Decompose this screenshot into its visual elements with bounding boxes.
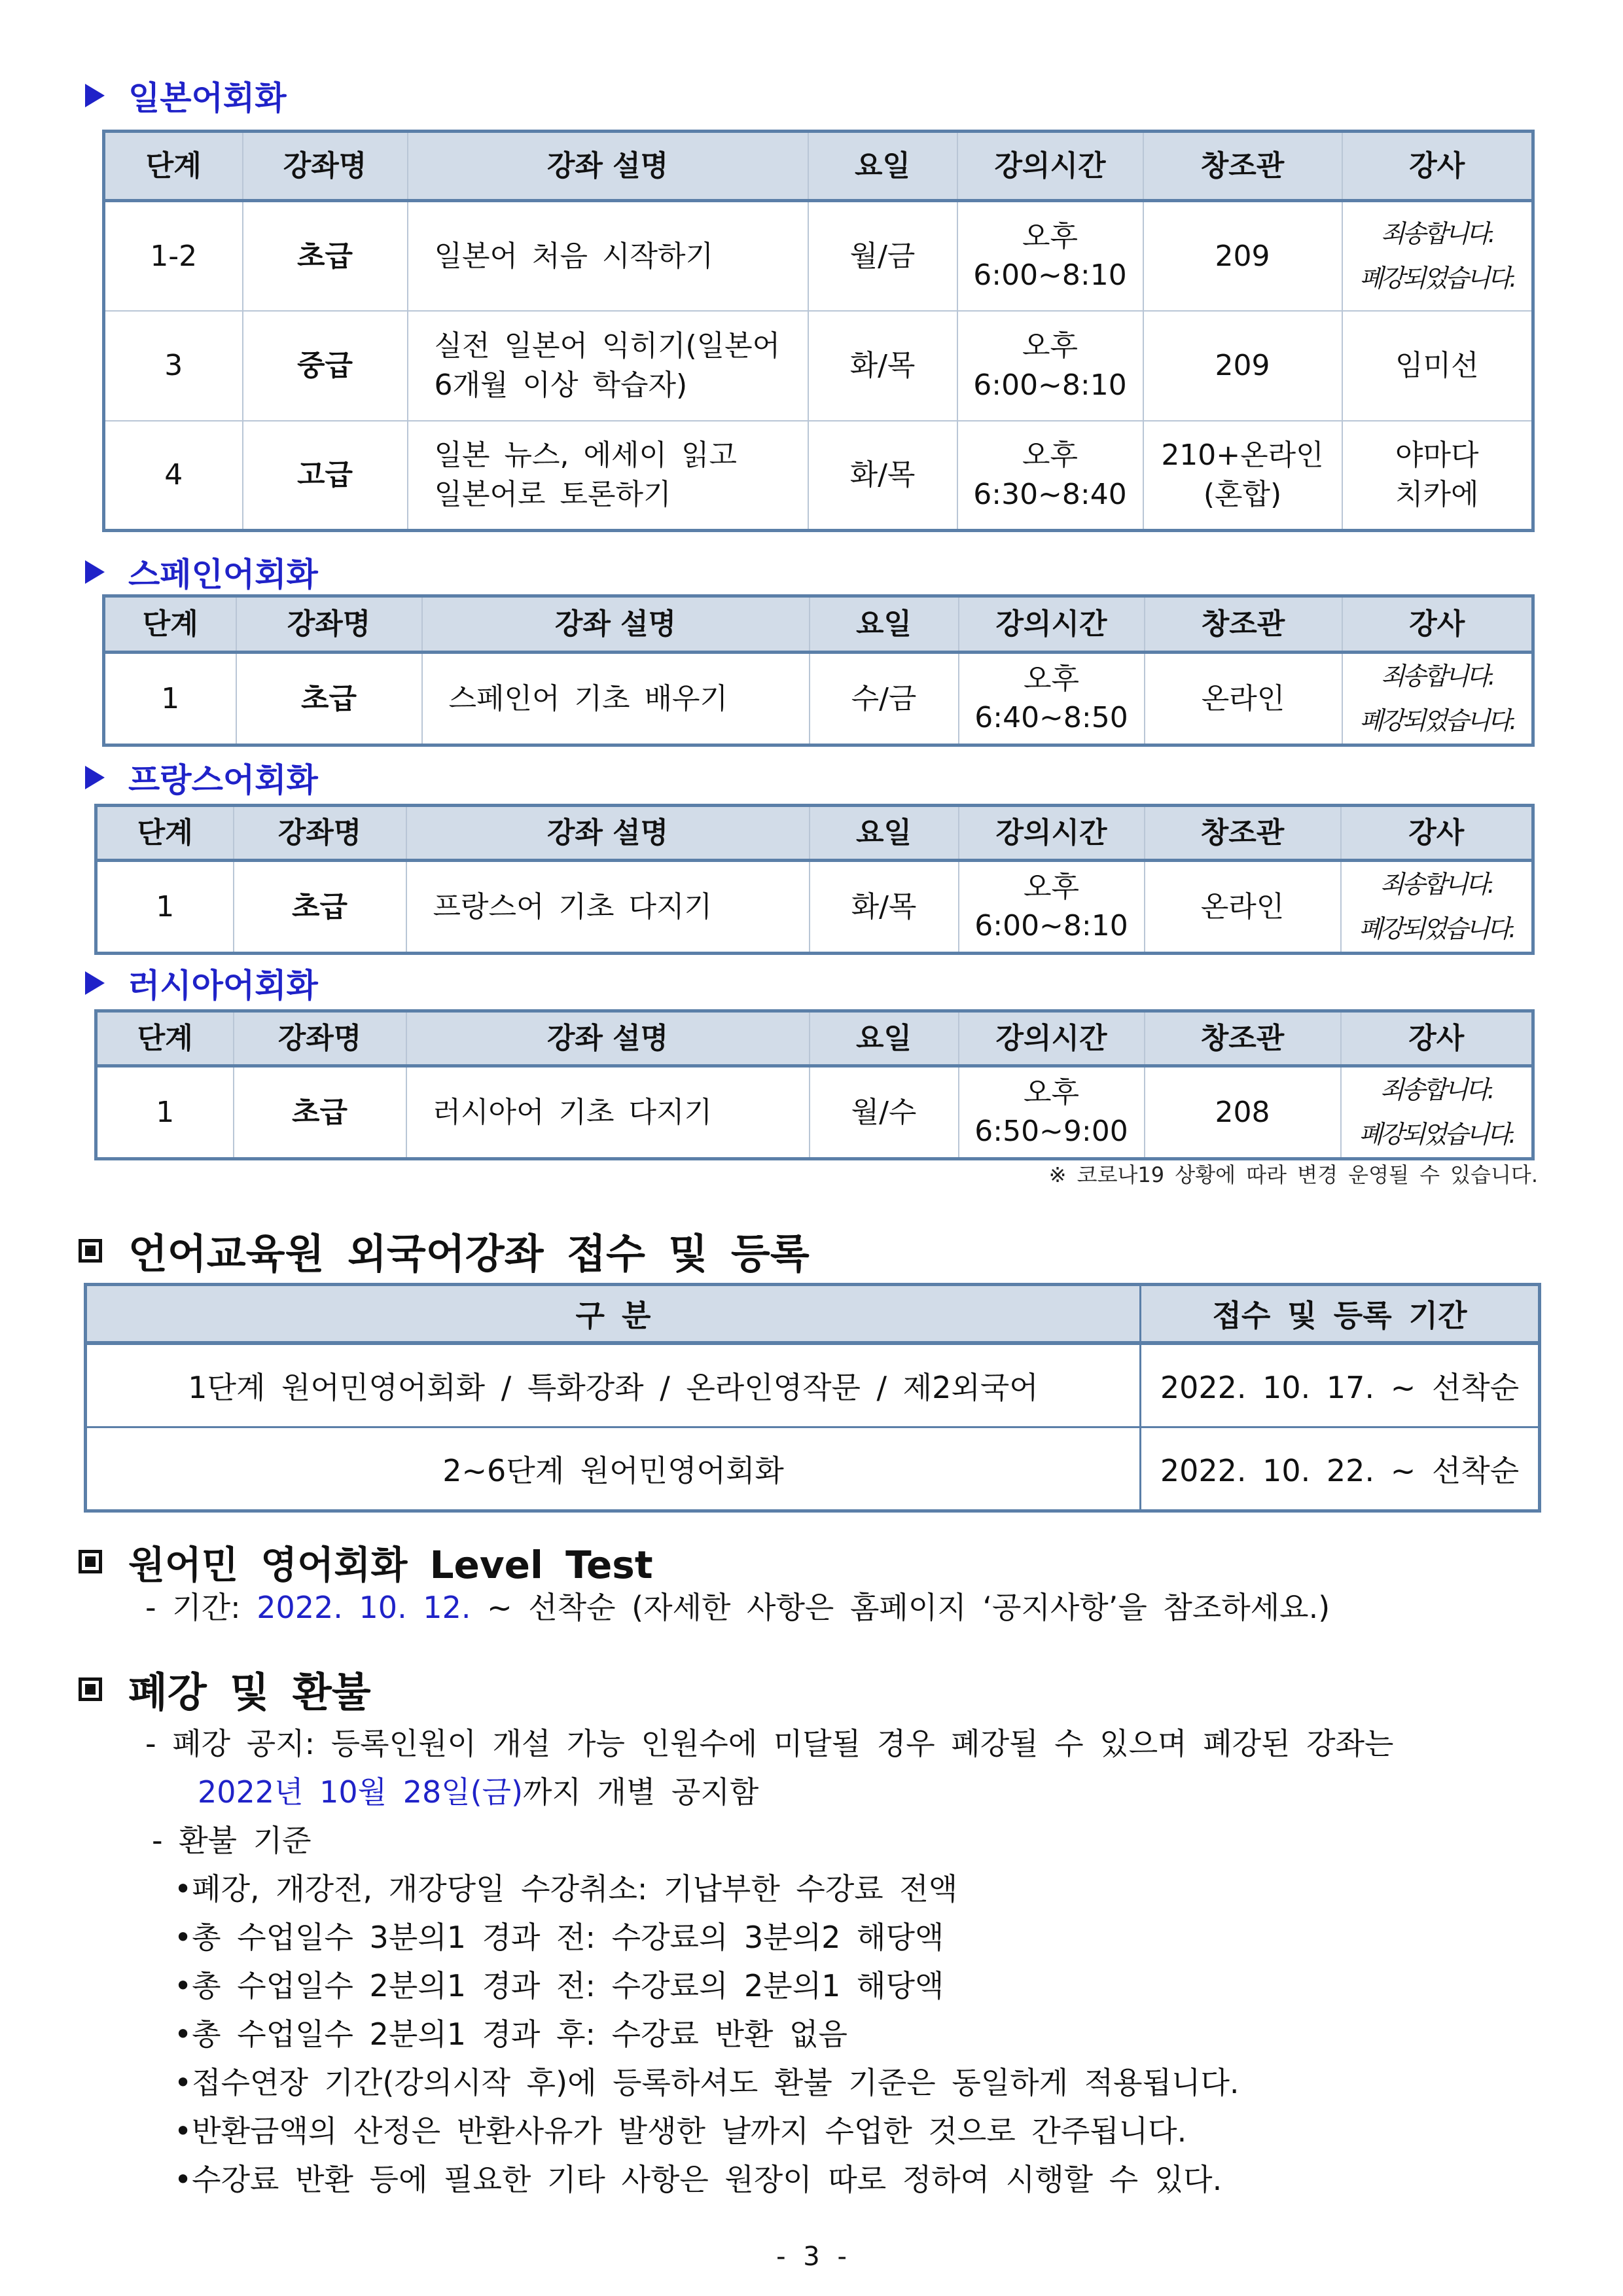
header-time: 강의시간 xyxy=(959,596,1145,653)
cell-line: 온라인 xyxy=(1200,889,1285,924)
header-course-name: 강좌명 xyxy=(236,596,422,653)
header-description: 강좌 설명 xyxy=(422,596,810,653)
day-cell: 화/목 xyxy=(810,861,959,954)
cell-line: 일본 뉴스, 에세이 읽고 xyxy=(434,439,737,473)
cell-line: 오후 xyxy=(1023,1076,1079,1109)
header-teacher: 강사 xyxy=(1341,806,1533,861)
cell-line: 208 xyxy=(1215,1095,1270,1129)
page-number: - 3 - xyxy=(776,2242,847,2272)
level-test-title: 원어민 영어회화 Level Test xyxy=(128,1543,653,1587)
cell-line: 오후 xyxy=(1023,870,1079,904)
refund-item: •폐강, 개강전, 개강당일 수강취소: 기납부한 수강료 전액 xyxy=(174,1871,958,1907)
course-name-cell: 초급 xyxy=(243,201,408,311)
description-cell xyxy=(408,421,808,531)
section-title-text: 일본어회화 xyxy=(128,79,287,117)
course-table-japanese xyxy=(102,130,1535,532)
section-title-spanish xyxy=(85,548,318,596)
header-day: 요일 xyxy=(810,806,959,861)
header-teacher: 강사 xyxy=(1342,132,1533,201)
cell-line: 6:00~8:10 xyxy=(973,368,1127,402)
table-row xyxy=(104,311,1533,421)
square-bullet-icon xyxy=(79,1239,102,1263)
course-name-cell: 초급 xyxy=(234,861,406,954)
refund-criteria-title: - 환불 기준 xyxy=(152,1823,312,1858)
cell-line: 죄송합니다. xyxy=(1380,870,1493,899)
refund-item: •반환금액의 산정은 반환사유가 발생한 날까지 수업한 것으로 간주됩니다. xyxy=(174,2113,1187,2149)
cell-line: 오후 xyxy=(1022,219,1078,253)
course-table-russian xyxy=(94,1009,1535,1160)
description-cell xyxy=(408,311,808,421)
covid-note: ※ 코로나19 상황에 따라 변경 운영될 수 있습니다. xyxy=(1048,1162,1538,1187)
cell-line: 폐강되었습니다. xyxy=(1359,1120,1514,1149)
time-cell xyxy=(959,653,1145,745)
table-row xyxy=(104,653,1533,745)
header-room: 창조관 xyxy=(1145,1011,1341,1066)
cell-line: 6:40~8:50 xyxy=(974,701,1128,735)
level-cell: 1 xyxy=(96,1066,234,1159)
cell-line: 죄송합니다. xyxy=(1380,219,1493,248)
teacher-cell xyxy=(1342,421,1533,531)
header-row xyxy=(96,1011,1533,1066)
cell-line: 6:00~8:10 xyxy=(973,259,1127,293)
header-row xyxy=(104,132,1533,201)
section-title-text: 러시아어회화 xyxy=(128,967,318,1005)
table-row xyxy=(104,201,1533,311)
cell-line: 러시아어 기초 다지기 xyxy=(433,1095,713,1129)
cell-line: 6:00~8:10 xyxy=(974,909,1128,943)
cell-line: 폐강되었습니다. xyxy=(1359,264,1515,293)
level-cell: 1 xyxy=(96,861,234,954)
header-time: 강의시간 xyxy=(959,806,1145,861)
header-period: 접수 및 등록 기간 xyxy=(1141,1285,1540,1344)
section-title-russian xyxy=(85,960,318,1007)
registration-title: 언어교육원 외국어강좌 접수 및 등록 xyxy=(128,1230,810,1278)
header-day: 요일 xyxy=(810,596,959,653)
cell-line: 210+온라인 xyxy=(1161,439,1324,473)
time-cell xyxy=(959,1066,1145,1159)
section-title-japanese xyxy=(85,72,287,119)
course-table-french xyxy=(94,804,1535,955)
cell-line: 오후 xyxy=(1023,662,1079,696)
category-cell: 1단계 원어민영어회화 / 특화강좌 / 온라인영작문 / 제2외국어 xyxy=(86,1343,1141,1427)
header-teacher: 강사 xyxy=(1341,1011,1533,1066)
cell-line: 209 xyxy=(1215,239,1270,273)
teacher-closed-notice xyxy=(1342,653,1533,745)
section-title-french xyxy=(85,754,318,801)
header-level: 단계 xyxy=(104,132,243,201)
refund-item: •총 수업일수 3분의1 경과 전: 수강료의 3분의2 해당액 xyxy=(174,1920,944,1955)
refund-item: •접수연장 기간(강의시작 후)에 등록하셔도 환불 기준은 동일하게 적용됩니다. xyxy=(174,2065,1240,2100)
cell-line: 실전 일본어 익히기(일본어 xyxy=(434,329,781,363)
refund-notice-line2: 2022년 10월 28일(금)까지 개별 공지함 xyxy=(198,1774,759,1810)
period-cell: 2022. 10. 22. ~ 선착순 xyxy=(1141,1427,1540,1511)
cell-line: 치카에 xyxy=(1395,477,1479,511)
course-name-cell: 초급 xyxy=(236,653,422,745)
header-course-name: 강좌명 xyxy=(243,132,408,201)
room-cell xyxy=(1145,861,1341,954)
header-level: 단계 xyxy=(104,596,236,653)
cell-line: 온라인 xyxy=(1201,681,1285,715)
level-cell: 1-2 xyxy=(104,201,243,311)
header-time: 강의시간 xyxy=(957,132,1143,201)
room-cell xyxy=(1145,653,1342,745)
cell-line: (혼합) xyxy=(1203,477,1282,511)
header-room: 창조관 xyxy=(1143,132,1342,201)
section-title-text: 프랑스어회화 xyxy=(128,761,318,799)
cell-line: 죄송합니다. xyxy=(1380,1075,1493,1104)
cell-line: 프랑스어 기초 다지기 xyxy=(433,889,713,924)
time-cell xyxy=(957,311,1143,421)
header-course-name: 강좌명 xyxy=(234,806,406,861)
category-cell: 2~6단계 원어민영어회화 xyxy=(86,1427,1141,1511)
course-table-spanish xyxy=(102,594,1535,747)
table-row xyxy=(86,1343,1540,1427)
section-title-text: 스페인어회화 xyxy=(128,556,318,594)
time-cell xyxy=(959,861,1145,954)
header-level: 단계 xyxy=(96,1011,234,1066)
refund-notice-date: 2022년 10월 28일(금) xyxy=(198,1774,524,1810)
header-description: 강좌 설명 xyxy=(406,806,810,861)
cell-line: 폐강되었습니다. xyxy=(1359,914,1514,944)
description-cell xyxy=(406,861,810,954)
cell-line: 임미선 xyxy=(1395,348,1479,382)
header-level: 단계 xyxy=(96,806,234,861)
triangle-bullet-icon xyxy=(85,560,105,584)
triangle-bullet-icon xyxy=(85,766,105,789)
refund-title: 폐강 및 환불 xyxy=(128,1668,371,1716)
refund-item: •수강료 반환 등에 필요한 기타 사항은 원장이 따로 정하여 시행할 수 있다. xyxy=(174,2162,1222,2197)
cell-line: 일본어 처음 시작하기 xyxy=(434,239,714,273)
level-test-heading xyxy=(79,1534,653,1589)
cell-line: 6:50~9:00 xyxy=(974,1115,1128,1149)
cell-line: 야마다 xyxy=(1395,439,1479,473)
room-cell xyxy=(1143,201,1342,311)
course-name-cell: 고급 xyxy=(243,421,408,531)
day-cell: 월/금 xyxy=(808,201,957,311)
header-course-name: 강좌명 xyxy=(234,1011,406,1066)
table-row xyxy=(86,1427,1540,1511)
refund-item: •총 수업일수 2분의1 경과 전: 수강료의 2분의1 해당액 xyxy=(174,1968,944,2003)
day-cell: 화/목 xyxy=(808,311,957,421)
course-name-cell: 중급 xyxy=(243,311,408,421)
header-category: 구 분 xyxy=(86,1285,1141,1344)
teacher-closed-notice xyxy=(1342,201,1533,311)
room-cell xyxy=(1145,1066,1341,1159)
time-cell xyxy=(957,421,1143,531)
cell-line: 스페인어 기초 배우기 xyxy=(448,681,728,715)
refund-item: •총 수업일수 2분의1 경과 후: 수강료 반환 없음 xyxy=(174,2017,847,2052)
cell-line: 209 xyxy=(1215,348,1270,382)
cell-line: 죄송합니다. xyxy=(1380,662,1493,691)
level-cell: 3 xyxy=(104,311,243,421)
period-cell: 2022. 10. 17. ~ 선착순 xyxy=(1141,1343,1540,1427)
day-cell: 월/수 xyxy=(810,1066,959,1159)
time-cell xyxy=(957,201,1143,311)
header-description: 강좌 설명 xyxy=(408,132,808,201)
room-cell xyxy=(1143,421,1342,531)
room-cell xyxy=(1143,311,1342,421)
teacher-closed-notice xyxy=(1341,861,1533,954)
teacher-closed-notice xyxy=(1341,1066,1533,1159)
level-cell: 4 xyxy=(104,421,243,531)
level-test-period: - 기간: 2022. 10. 12. ~ 선착순 (자세한 사항은 홈페이지 ‘공지사항’을 참조하세요.) xyxy=(145,1590,1330,1625)
day-cell: 화/목 xyxy=(808,421,957,531)
header-room: 창조관 xyxy=(1145,596,1342,653)
registration-heading xyxy=(79,1221,810,1280)
registration-table xyxy=(84,1283,1541,1513)
header-row xyxy=(104,596,1533,653)
refund-heading xyxy=(79,1660,371,1718)
header-row xyxy=(96,806,1533,861)
cell-line: 6:30~8:40 xyxy=(973,477,1127,511)
header-teacher: 강사 xyxy=(1342,596,1533,653)
cell-line: 6개월 이상 학습자) xyxy=(434,368,688,402)
description-cell xyxy=(406,1066,810,1159)
description-cell xyxy=(422,653,810,745)
header-time: 강의시간 xyxy=(959,1011,1145,1066)
header-day: 요일 xyxy=(808,132,957,201)
table-row xyxy=(96,1066,1533,1159)
teacher-cell xyxy=(1342,311,1533,421)
description-cell xyxy=(408,201,808,311)
cell-line: 일본어로 토론하기 xyxy=(434,477,671,511)
table-row xyxy=(104,421,1533,531)
course-name-cell: 초급 xyxy=(234,1066,406,1159)
level-test-date: 2022. 10. 12. xyxy=(257,1590,471,1625)
header-description: 강좌 설명 xyxy=(406,1011,810,1066)
cell-line: 오후 xyxy=(1022,439,1078,473)
cell-line: 폐강되었습니다. xyxy=(1359,706,1515,736)
cell-line: 오후 xyxy=(1022,329,1078,363)
triangle-bullet-icon xyxy=(85,84,105,107)
square-bullet-icon xyxy=(79,1677,102,1701)
day-cell: 수/금 xyxy=(810,653,959,745)
level-cell: 1 xyxy=(104,653,236,745)
triangle-bullet-icon xyxy=(85,971,105,995)
table-row xyxy=(96,861,1533,954)
header-room: 창조관 xyxy=(1145,806,1341,861)
refund-notice-line1: - 폐강 공지: 등록인원이 개설 가능 인원수에 미달될 경우 폐강될 수 있으며 폐강된 강좌는 xyxy=(145,1726,1394,1761)
square-bullet-icon xyxy=(79,1550,102,1573)
header-day: 요일 xyxy=(810,1011,959,1066)
